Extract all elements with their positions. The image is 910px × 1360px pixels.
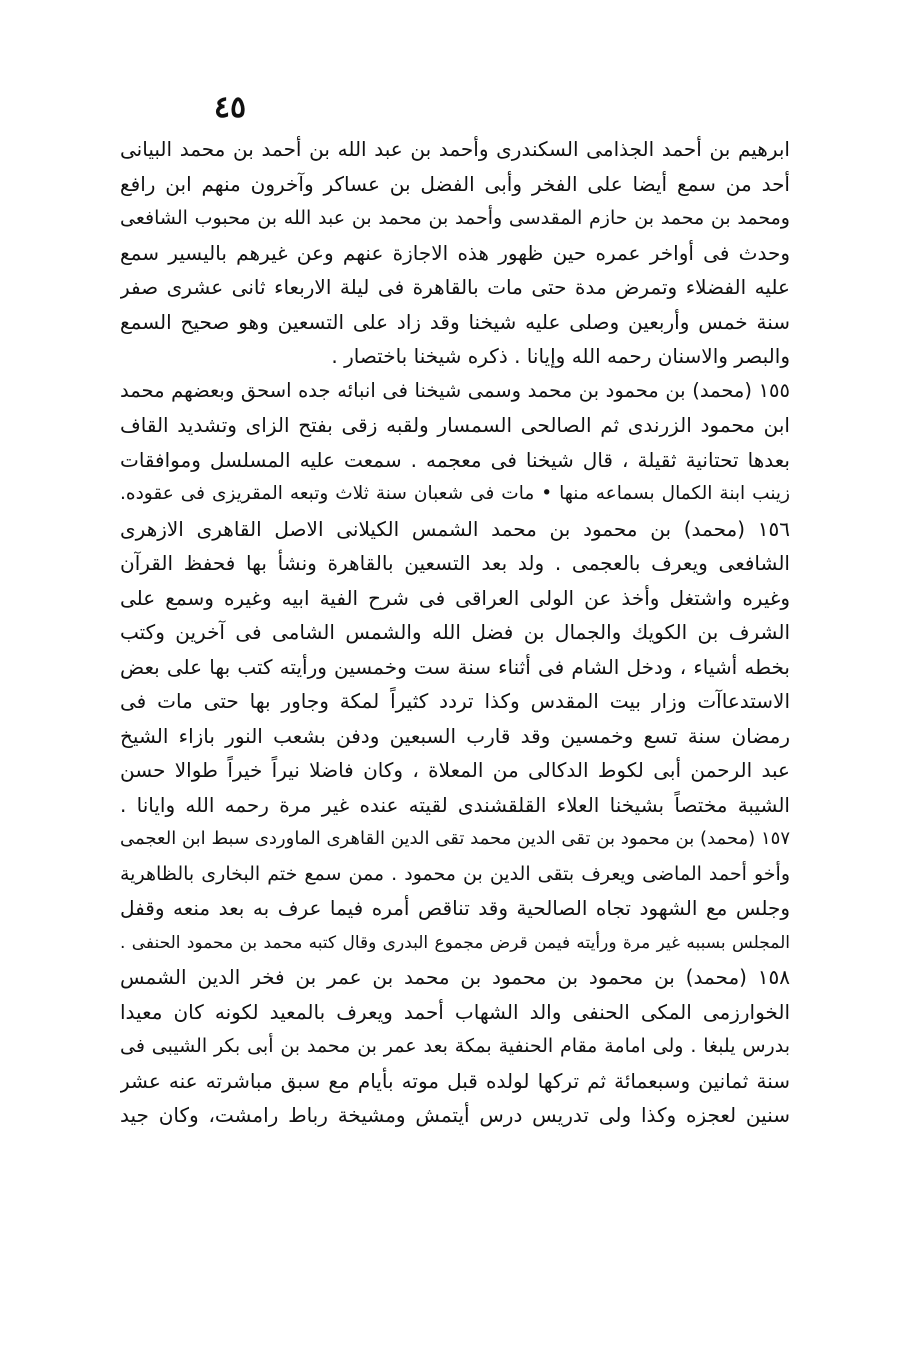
text-line: عليه الفضلاء وتمرض مدة حتى مات بالقاهرة فى ليلة الاربعاء ثانى عشرى صفر bbox=[120, 275, 790, 299]
text-line: والبصر والاسنان رحمه الله وإيانا . ذكره شيخنا باختصار . bbox=[331, 344, 790, 368]
text-line: بدرس يلبغا . ولى امامة مقام الحنفية بمكة بعد عمر بن محمد بن أبى بكر الشيبى فى bbox=[120, 1035, 790, 1057]
page-number: ٤٥ bbox=[213, 90, 247, 125]
text-line: رمضان سنة تسع وخمسين وقد قارب السبعين ودفن بشعب النور بازاء الشيخ bbox=[120, 723, 790, 748]
entry-heading-155: ١٥٥ (محمد) بن محمود بن محمد وسمى شيخنا فى انبائه جده اسحق وبعضهم محمد bbox=[120, 378, 790, 402]
text-line: بخطه أشياء ، ودخل الشام فى أثناء سنة ست وخمسين ورأيته كتب بها على بعض bbox=[120, 654, 790, 679]
entry-heading-158: ١٥٨ (محمد) بن محمود بن محمود بن محمد بن عمر بن فخر الدين الشمس bbox=[120, 965, 790, 989]
text-line: عبد الرحمن أبى لكوط الدكالى من المعلاة ، وكان فاضلا نيراً خيراً طوالا حسن bbox=[120, 758, 790, 782]
text-line: ابرهيم بن أحمد الجذامى السكندرى وأحمد بن عبد الله بن أحمد بن محمد البيانى bbox=[120, 137, 790, 161]
body-text bbox=[120, 132, 790, 1133]
text-line: وحدث فى أواخر عمره حين ظهور هذه الاجازة عنهم وعن غيرهم باليسير سمع bbox=[120, 240, 790, 265]
text-line: وأخو أحمد الماضى ويعرف بتقى الدين بن محمود . ممن سمع ختم البخارى بالظاهرية bbox=[120, 862, 790, 885]
text-line: الخوارزمى المكى الحنفى والد الشهاب أحمد ويعرف بالمعيد لكونه كان معيدا bbox=[120, 999, 790, 1024]
text-line: زينب ابنة الكمال بسماعه منها • مات فى شعبان سنة ثلاث وتبعه المقريزى فى عقوده. bbox=[120, 483, 790, 504]
entry-heading-156: ١٥٦ (محمد) بن محمود بن محمد الشمس الكيلانى الاصل القاهرى الازهرى bbox=[120, 516, 790, 541]
text-line: وجلس مع الشهود تجاه الصالحية وقد تناقص أمره فيما عرف به بعد منعه وقفل bbox=[120, 896, 790, 920]
text-line: سنين لعجزه وكذا ولى تدريس درس أيتمش ومشيخة رباط رامشت، وكان جيد bbox=[120, 1103, 790, 1127]
text-line: المجلس بسببه غير مرة ورأيته فيمن قرض مجموع البدرى وقال كتبه محمد بن محمود الحنفى . bbox=[120, 932, 790, 953]
text-line: بعدها تحتانية ثقيلة ، قال شيخنا فى معجمه . سمعت عليه المسلسل وموافقات bbox=[120, 447, 790, 472]
text-line: ومحمد بن محمد بن حازم المقدسى وأحمد بن محمد بن عبد الله بن محبوب الشافعى bbox=[120, 207, 790, 229]
text-line: ابن محمود الزرندى ثم الصالحى السمسار ولقبه زقى بفتح الزاى وتشديد القاف bbox=[120, 413, 790, 437]
text-line: أحد من سمع أيضا على الفخر وأبى الفضل بن عساكر وآخرون منهم ابن رافع bbox=[120, 171, 790, 196]
text-line: الشرف بن الكويك والجمال بن فضل الله والشمس الشامى فى آخرين وكتب bbox=[120, 620, 790, 644]
text-line: الشيبة مختصاً بشيخنا العلاء القلقشندى لقيته عنده غير مرة رحمه الله وايانا . bbox=[120, 792, 790, 817]
text-line: سنة ثمانين وسبعمائة ثم تركها لولده قبل موته بأيام مع سبق مباشرته عنه عشر bbox=[120, 1068, 790, 1093]
text-line: وغيره واشتغل وأخذ عن الولى العراقى فى شرح الفية ابيه وغيره وسمع على bbox=[120, 585, 790, 610]
text-line: الشافعى ويعرف بالعجمى . ولد بعد التسعين بالقاهرة ونشأ بها فحفظ القرآن bbox=[120, 551, 790, 575]
entry-heading-157: ١٥٧ (محمد) بن محمود بن تقى الدين محمد تقى الدين القاهرى الماوردى سبط ابن العجمى bbox=[120, 828, 790, 849]
text-line: الاستدعاآت وزار بيت المقدس وكذا تردد كثيراً لمكة وجاور بها حتى مات فى bbox=[120, 689, 790, 713]
text-line: سنة خمس وأربعين وصلى عليه شيخنا وقد زاد على التسعين وهو صحيح السمع bbox=[120, 309, 790, 334]
